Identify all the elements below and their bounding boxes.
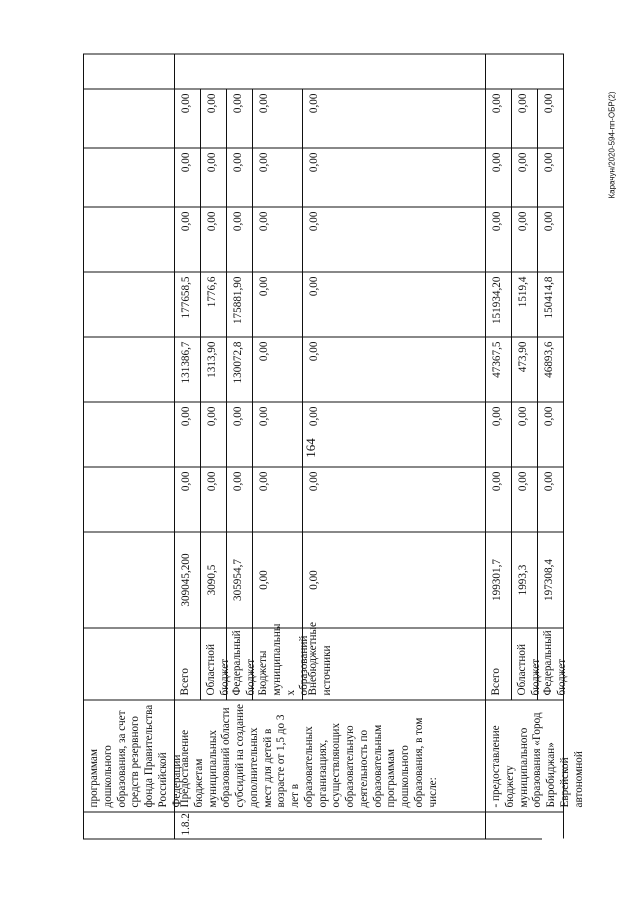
value-y4: 1776,6: [201, 272, 227, 337]
value-y6: 0,00: [303, 148, 486, 207]
budget-table: [83, 54, 585, 840]
value-y4: 150414,8: [538, 272, 564, 337]
value-y2: 0,00: [512, 402, 538, 467]
value-y2: 0,00: [227, 402, 253, 467]
value-y3: 1313,90: [201, 337, 227, 402]
item-description: Предоставление бюджетам муниципальных образований области субсидий на создание дополнительных мест для детей в возрасте от 1,5 до 3 лет в образовательных организациях, осуществляющих образовательную деятельность по образовательным программам дошкольного образования, в том числе:: [175, 700, 486, 812]
value-y4: 177658,5: [175, 272, 201, 337]
value-total: 305954,7: [227, 532, 253, 628]
value-y3: 46893,6: [538, 337, 564, 402]
value-y6: 0,00: [227, 148, 253, 207]
value-y3: 0,00: [303, 337, 486, 402]
value-total: 309045,200: [175, 532, 201, 628]
source-label: Внебюджетные источники: [303, 628, 486, 700]
value-y6: 0,00: [538, 148, 564, 207]
value-y7: 0,00: [201, 89, 227, 148]
value-y4: 1519,4: [512, 272, 538, 337]
value-y5: 0,00: [175, 207, 201, 272]
value-total: 199301,7: [486, 532, 512, 628]
value-y2: 0,00: [253, 402, 303, 467]
value-y3: 131386,7: [175, 337, 201, 402]
prev-row-cell: [84, 467, 175, 532]
value-y3: 0,00: [253, 337, 303, 402]
source-label: Бюджеты муниципальны х образований: [253, 628, 303, 700]
value-y6: 0,00: [512, 148, 538, 207]
source-label: Всего: [486, 628, 512, 700]
value-y6: 0,00: [175, 148, 201, 207]
rotated-table-container: [83, 55, 585, 840]
prev-row-cell: [84, 628, 175, 700]
prev-row-cell: [84, 148, 175, 207]
source-label: Федеральный бюджет: [538, 628, 564, 700]
source-label: Областной бюджет: [201, 628, 227, 700]
trailing-cell: [486, 54, 564, 89]
prev-row-cell: [84, 402, 175, 467]
value-y4: 0,00: [253, 272, 303, 337]
value-y3: 130072,8: [227, 337, 253, 402]
value-y5: 0,00: [486, 207, 512, 272]
value-y1: 0,00: [175, 467, 201, 532]
value-y6: 0,00: [253, 148, 303, 207]
value-y4: 0,00: [303, 272, 486, 337]
value-y4: 151934,20: [486, 272, 512, 337]
value-y5: 0,00: [253, 207, 303, 272]
value-y5: 0,00: [201, 207, 227, 272]
prev-row-number-cell: [84, 812, 175, 839]
prev-row-cell: [84, 532, 175, 628]
value-y7: 0,00: [303, 89, 486, 148]
source-label: Федеральный бюджет: [227, 628, 253, 700]
prev-row-cell: [84, 54, 175, 89]
value-total: 197308,4: [538, 532, 564, 628]
value-y3: 473,90: [512, 337, 538, 402]
value-y7: 0,00: [253, 89, 303, 148]
value-total: 3090,5: [201, 532, 227, 628]
value-y2: 0,00: [303, 402, 486, 467]
value-y1: 0,00: [512, 467, 538, 532]
value-y5: 0,00: [303, 207, 486, 272]
prev-row-cell: [84, 272, 175, 337]
value-y1: 0,00: [253, 467, 303, 532]
trailing-cell: [175, 54, 486, 89]
value-y2: 0,00: [486, 402, 512, 467]
value-y1: 0,00: [303, 467, 486, 532]
prev-row-cell: [84, 207, 175, 272]
value-y5: 0,00: [512, 207, 538, 272]
prev-row-cell: [84, 337, 175, 402]
prev-row-text: программам дошкольного образования, за счет средств резервного фонда Правительства Российской Федерации: [84, 700, 175, 812]
value-y7: 0,00: [175, 89, 201, 148]
sub-item-description: - предоставление бюджету муниципального образования «Город Биробиджан» Еврейской автономной: [486, 700, 564, 812]
item-number: 1.8.2: [175, 812, 486, 839]
value-y1: 0,00: [227, 467, 253, 532]
source-label: Областной бюджет: [512, 628, 538, 700]
value-y7: 0,00: [512, 89, 538, 148]
value-y7: 0,00: [538, 89, 564, 148]
value-y7: 0,00: [486, 89, 512, 148]
value-total: 1993,3: [512, 532, 538, 628]
prev-row-cell: [84, 89, 175, 148]
value-y3: 47367,5: [486, 337, 512, 402]
sub-item-number-cell: [486, 812, 564, 839]
value-y7: 0,00: [227, 89, 253, 148]
value-y6: 0,00: [201, 148, 227, 207]
value-y1: 0,00: [486, 467, 512, 532]
document-code: Карачун/2020-594-пп-ОБР(2): [607, 91, 617, 199]
value-y4: 175881,90: [227, 272, 253, 337]
value-total: 0,00: [303, 532, 486, 628]
value-y2: 0,00: [175, 402, 201, 467]
value-y5: 0,00: [538, 207, 564, 272]
value-y6: 0,00: [486, 148, 512, 207]
value-y1: 0,00: [201, 467, 227, 532]
page-number: 164: [303, 438, 318, 458]
source-label: Всего: [175, 628, 201, 700]
value-y1: 0,00: [538, 467, 564, 532]
value-y2: 0,00: [538, 402, 564, 467]
value-total: 0,00: [253, 532, 303, 628]
value-y5: 0,00: [227, 207, 253, 272]
value-y2: 0,00: [201, 402, 227, 467]
